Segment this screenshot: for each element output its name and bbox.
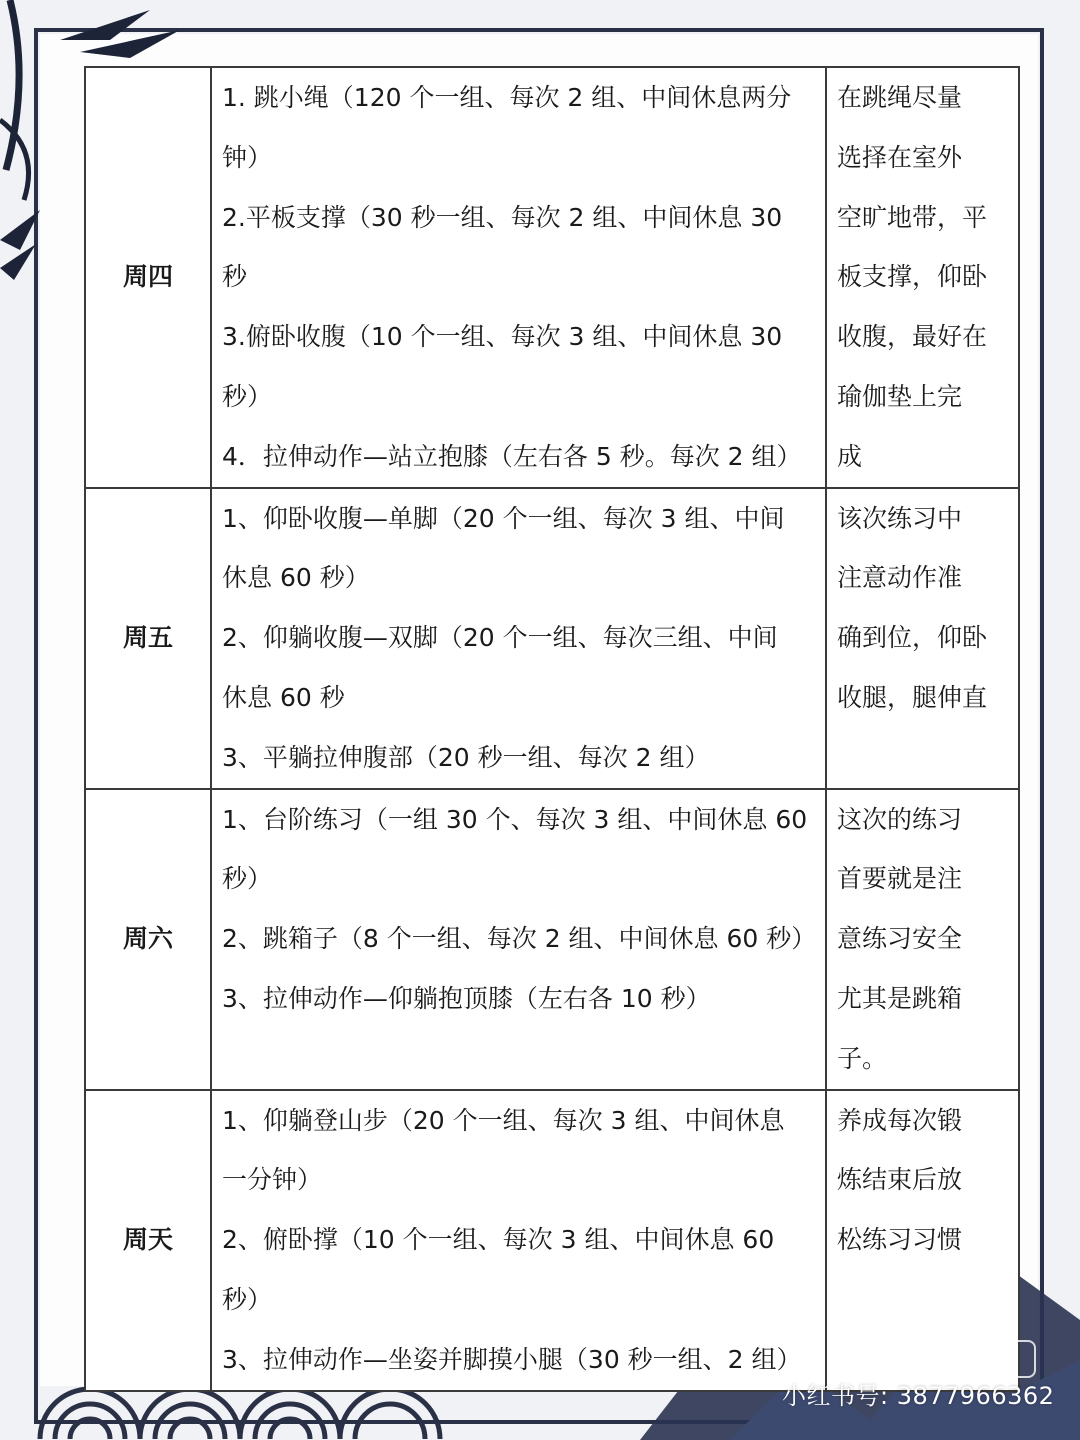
note-line: 子。 xyxy=(837,1043,888,1073)
exercise-list xyxy=(211,67,826,488)
note-line: 尤其是跳箱 xyxy=(837,983,963,1013)
xiaohongshu-logo: 小红书 xyxy=(960,1340,1036,1378)
note-line: 该次练习中 xyxy=(837,503,963,533)
table-row xyxy=(85,1090,1019,1391)
exercise-line: 3.俯卧收腹（10 个一组、每次 3 组、中间休息 30 xyxy=(222,322,783,352)
weekly-plan-table xyxy=(84,66,1020,1392)
exercise-line: 1、仰躺登山步（20 个一组、每次 3 组、中间休息 xyxy=(222,1105,785,1135)
note-line: 瑜伽垫上完 xyxy=(837,381,963,411)
note-line: 炼结束后放 xyxy=(837,1165,963,1195)
note-line: 确到位，仰卧 xyxy=(837,623,988,653)
exercise-list xyxy=(211,1090,826,1391)
table-row xyxy=(85,488,1019,789)
note-line: 首要就是注 xyxy=(837,864,963,894)
exercise-line: 钟） xyxy=(222,142,273,172)
exercise-line: 2、跳箱子（8 个一组、每次 2 组、中间休息 60 秒） xyxy=(222,924,817,954)
note-line: 板支撑，仰卧 xyxy=(837,262,988,292)
exercise-list xyxy=(211,488,826,789)
note-line xyxy=(837,1270,1018,1330)
note-text xyxy=(826,488,1019,789)
exercise-line: 2、俯卧撑（10 个一组、每次 3 组、中间休息 60 xyxy=(222,1225,775,1255)
exercise-line: 3、平躺拉伸腹部（20 秒一组、每次 2 组） xyxy=(222,742,710,772)
note-line: 收腹，最好在 xyxy=(837,322,988,352)
note-line xyxy=(837,728,1018,788)
exercise-line: 1. 跳小绳（120 个一组、每次 2 组、中间休息两分 xyxy=(222,83,792,112)
exercise-line: 1、台阶练习（一组 30 个、每次 3 组、中间休息 60 xyxy=(222,804,808,834)
exercise-line: 休息 60 秒） xyxy=(222,563,370,593)
exercise-line: 一分钟） xyxy=(222,1165,323,1195)
note-line: 空旷地带，平 xyxy=(837,202,988,232)
note-line: 收腿，腿伸直 xyxy=(837,682,988,712)
note-line: 选择在室外 xyxy=(837,142,963,172)
note-line: 注意动作准 xyxy=(837,563,963,593)
exercise-line: 4．拉伸动作—站立抱膝（左右各 5 秒。每次 2 组） xyxy=(222,441,802,471)
note-line: 意练习安全 xyxy=(837,924,963,954)
exercise-line: 秒） xyxy=(222,864,273,894)
day-label: 周五 xyxy=(85,488,211,789)
exercise-line: 2、仰躺收腹—双脚（20 个一组、每次三组、中间 xyxy=(222,623,778,653)
note-text xyxy=(826,67,1019,488)
note-line: 这次的练习 xyxy=(837,804,963,834)
note-text xyxy=(826,789,1019,1090)
note-line: 在跳绳尽量 xyxy=(837,83,963,112)
exercise-line: 休息 60 秒 xyxy=(222,682,345,712)
watermark: 小红书号: 3877966362 xyxy=(782,1382,1055,1410)
day-label: 周四 xyxy=(85,67,211,488)
exercise-line: 1、仰卧收腹—单脚（20 个一组、每次 3 组、中间 xyxy=(222,503,785,533)
exercise-line: 秒） xyxy=(222,1284,273,1314)
exercise-line xyxy=(222,1029,825,1089)
table-row xyxy=(85,67,1019,488)
exercise-line: 2.平板支撑（30 秒一组、每次 2 组、中间休息 30 xyxy=(222,202,783,232)
day-label: 周六 xyxy=(85,789,211,1090)
table-row xyxy=(85,789,1019,1090)
exercise-line: 3、拉伸动作—坐姿并脚摸小腿（30 秒一组、2 组） xyxy=(222,1344,802,1374)
exercise-list xyxy=(211,789,826,1090)
day-label: 周天 xyxy=(85,1090,211,1391)
exercise-line: 秒） xyxy=(222,381,273,411)
note-line: 养成每次锻 xyxy=(837,1105,963,1135)
note-line: 成 xyxy=(837,441,863,471)
exercise-line: 3、拉伸动作—仰躺抱顶膝（左右各 10 秒） xyxy=(222,983,711,1013)
note-line: 松练习习惯 xyxy=(837,1225,963,1255)
exercise-line: 秒 xyxy=(222,262,248,292)
